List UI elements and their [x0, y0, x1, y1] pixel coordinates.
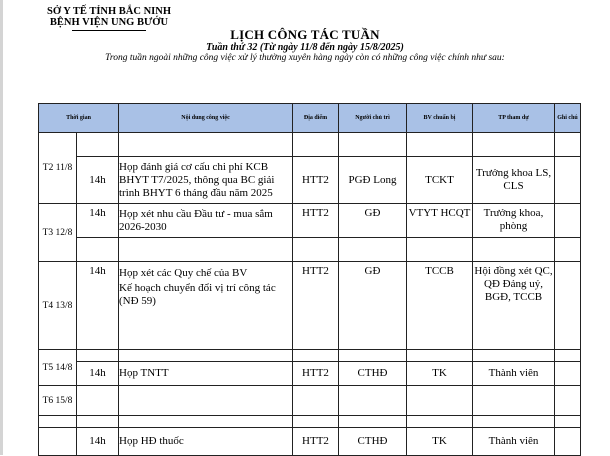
content-line-1: Họp xét các Quy chế của BV — [119, 267, 248, 279]
table-row — [39, 204, 581, 238]
note-cell — [555, 262, 581, 350]
chair-cell: CTHĐ — [339, 362, 407, 386]
day-t6: T6 15/8 — [39, 386, 77, 416]
org-line-2: BỆNH VIỆN UNG BƯỚU — [49, 17, 169, 28]
header-attend: TP tham dự — [473, 104, 555, 133]
header-content: Nội dung công việc — [119, 104, 293, 133]
chair-cell: CTHĐ — [339, 428, 407, 456]
chair-cell: PGĐ Long — [339, 157, 407, 204]
header-note: Ghi chú — [555, 104, 581, 133]
page-title: LỊCH CÔNG TÁC TUẦN — [230, 27, 380, 42]
header-place: Địa điểm — [293, 104, 339, 133]
place-cell: HTT2 — [293, 262, 339, 350]
time-cell: 14h — [77, 157, 119, 204]
prep-cell: TCKT — [407, 157, 473, 204]
day-t3: T3 12/8 — [39, 204, 77, 262]
intro-text: Trong tuần ngoài những công việc xử lý thường xuyên hàng ngày còn có những công việc chính như sau: — [105, 53, 505, 63]
header-chair: Người chủ trì — [339, 104, 407, 133]
viewer-edge — [0, 0, 3, 455]
attend-cell: Trưởng khoa, phòng — [473, 204, 555, 238]
prep-cell: VTYT HCQT — [407, 204, 473, 238]
prep-cell: TK — [407, 428, 473, 456]
note-cell — [555, 204, 581, 238]
table-row — [39, 428, 581, 456]
org-line-1: SỞ Y TẾ TỈNH BẮC NINH — [47, 6, 171, 17]
table-row — [39, 350, 581, 362]
content-cell — [119, 262, 293, 350]
content-cell: Họp TNTT — [119, 362, 293, 386]
table-row — [39, 133, 581, 157]
content-cell: Họp đánh giá cơ cấu chi phí KCB BHYT T7/2025, thông qua BC giải trình BHYT 6 tháng đầu năm 2025 — [119, 157, 293, 204]
time-cell: 14h — [77, 262, 119, 350]
attend-cell: Hội đồng xét QC, QĐ Đảng uỷ, BGĐ, TCCB — [473, 262, 555, 350]
prep-cell: TK — [407, 362, 473, 386]
time-cell: 14h — [77, 428, 119, 456]
table-row — [39, 362, 581, 386]
table-row — [39, 416, 581, 428]
content-cell: Họp xét nhu cầu Đầu tư - mua sắm 2026-2030 — [119, 204, 293, 238]
content-cell: Họp HĐ thuốc — [119, 428, 293, 456]
content-line-2: Kế hoạch chuyển đổi vị trí công tác (NĐ 59) — [119, 282, 276, 307]
note-cell — [555, 157, 581, 204]
note-cell — [555, 428, 581, 456]
week-subtitle: Tuần thứ 32 (Từ ngày 11/8 đến ngày 15/8/2025) — [206, 42, 404, 53]
place-cell: HTT2 — [293, 204, 339, 238]
prep-cell: TCCB — [407, 262, 473, 350]
header-time: Thời gian — [39, 104, 119, 133]
attend-cell: Trưởng khoa LS, CLS — [473, 157, 555, 204]
day-t5: T5 14/8 — [39, 350, 77, 386]
chair-cell: GĐ — [339, 262, 407, 350]
place-cell: HTT2 — [293, 157, 339, 204]
place-cell: HTT2 — [293, 428, 339, 456]
table-header-row — [39, 104, 581, 133]
header-prep: BV chuẩn bị — [407, 104, 473, 133]
table-row — [39, 238, 581, 262]
time-cell: 14h — [77, 204, 119, 238]
schedule-table — [38, 103, 581, 456]
attend-cell: Thành viên — [473, 362, 555, 386]
chair-cell: GĐ — [339, 204, 407, 238]
table-row — [39, 157, 581, 204]
day-t2: T2 11/8 — [39, 133, 77, 204]
time-cell: 14h — [77, 362, 119, 386]
note-cell — [555, 362, 581, 386]
table-row — [39, 386, 581, 416]
attend-cell: Thành viên — [473, 428, 555, 456]
place-cell: HTT2 — [293, 362, 339, 386]
day-t4: T4 13/8 — [39, 262, 77, 350]
table-row — [39, 262, 581, 350]
